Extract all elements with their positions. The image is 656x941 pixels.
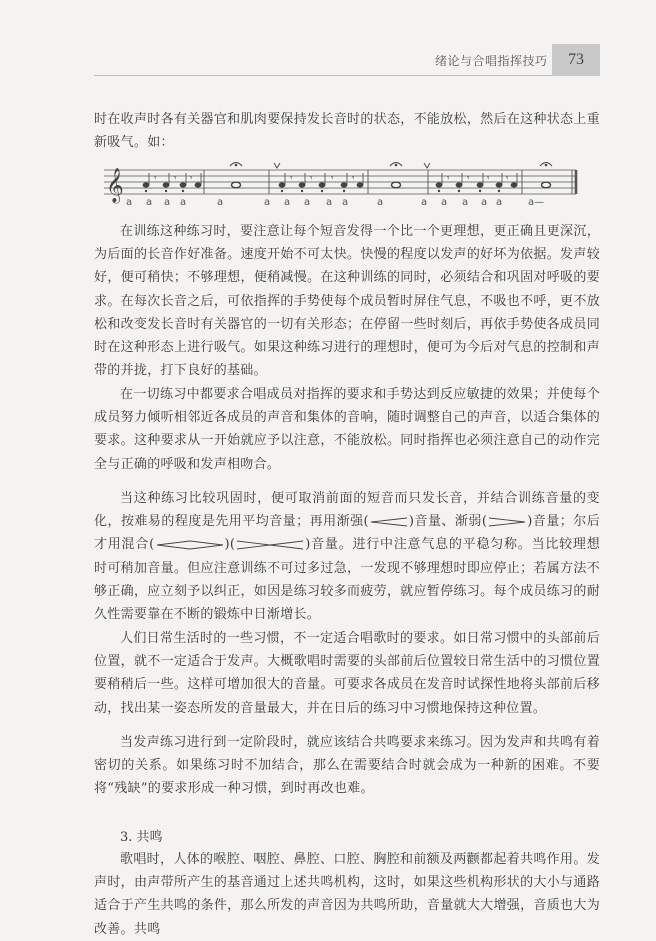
syllable: a — [496, 197, 503, 208]
syllable: a — [126, 197, 133, 208]
paragraph-1: 时在收声时各有关器官和肌肉要保持发长音时的状态，不能放松，然后在这种状态上重新吸气。如： — [94, 112, 600, 151]
syllable: a — [326, 197, 333, 208]
section-title: 3. 共鸣 — [120, 830, 163, 845]
syllable: a — [264, 197, 271, 208]
svg-text:𝄾: 𝄾 — [447, 174, 450, 184]
syllable: a — [180, 197, 187, 208]
svg-text:𝄾: 𝄾 — [352, 174, 355, 184]
paragraph-2: 在训练这种练习时，要注意让每个短音发得一个比一个更理想，更正确且更深沉，为后面的长音作好准备。速度开始不可太快。快慢的程度以发声的好坏为依据。发声较好，便可稍快；不够理想，便稍减慢。在这种训练的同时，必须结合和巩固对呼吸的要求。在每次长音之后，可依指挥的手势使每个成员暂时屏住气息，不吸也不呼，更不放松和改变发长音时有关器官的一切有关形态；在停留一些时刻后，再依手势使各成员同时在这种形态上进行吸气。如果这种练习进行的理想时，便可为今后对气息的控制和声带的并拢，打下良好的基础。 — [94, 224, 600, 379]
header-title: 绪论与合唱指挥技巧 — [435, 54, 548, 68]
syllable: a — [421, 197, 428, 208]
decrescendo-icon — [487, 517, 527, 527]
paragraph-4-part-d: )( — [224, 537, 236, 553]
syllable: a— — [528, 197, 545, 208]
paragraph-4-part-c: )音量；尔后才用混合( — [94, 514, 600, 553]
syllable: a — [164, 197, 171, 208]
svg-text:𝄾: 𝄾 — [190, 174, 193, 184]
svg-text:𝄾: 𝄾 — [154, 174, 157, 184]
paragraph-3: 在一切练习中都要求合唱成员对指挥的要求和手势达到反应敏捷的效果；并使每个成员努力倾听相邻近各成员的声音和集体的音响，随时调整自己的声音，以适合集体的要求。这种要求从一开始就应予以注意，不能放松。同时指挥也必须注意自己的动作完全与正确的呼吸和发声相吻合。 — [94, 387, 600, 472]
crescendo-decrescendo-icon — [155, 540, 225, 550]
syllable: a — [377, 197, 384, 208]
crescendo-icon — [369, 517, 409, 527]
paragraph-5: 人们日常生活时的一些习惯，不一定适合唱歌时的要求。如日常习惯中的头部前后位置，就不一定适合于发声。大概歌唱时需要的头部前后位置较日常生活中的习惯位置要稍稍后一些。这样可增加很大的音量。可要求各成员在发音时试探性地将头部前后移动，找出某一姿态所发的音量最大，并在日后的练习中习惯地保持这种位置。 — [94, 631, 600, 716]
paragraph-7: 歌唱时，人体的喉腔、咽腔、鼻腔、口腔、胸腔和前额及两颧都起着共鸣作用。发声时，由声带所产生的基音通过上述共鸣机构，这时，如果这些机构形状的大小与通路适合于产生共鸣的条件，那么所发的声音因为共鸣所助，音量就大大增强，音质也大为改善。共鸣 — [94, 852, 600, 937]
breath-mark-icons — [274, 163, 430, 168]
page-number: 73 — [552, 44, 600, 76]
header-rule — [94, 75, 552, 76]
syllable: a — [146, 197, 153, 208]
paragraph-6: 当发声练习进行到一定阶段时，就应该结合共鸣要求来练习。因为发声和共鸣有着密切的关系。如果练习时不加结合，那么在需要结合时就会成为一种新的困难。不要将“残缺”的要求形成一种习惯，到时再改也难。 — [94, 735, 600, 797]
svg-text:𝄾: 𝄾 — [290, 174, 293, 184]
syllable: a — [342, 197, 349, 208]
svg-text:𝄾: 𝄾 — [174, 174, 177, 184]
syllable: a — [441, 197, 448, 208]
svg-text:𝄾: 𝄾 — [506, 174, 509, 184]
syllable: a — [217, 197, 224, 208]
svg-text:𝄾: 𝄾 — [467, 174, 470, 184]
paragraph-4 — [94, 487, 600, 626]
syllable: a — [284, 197, 291, 208]
syllable: a — [304, 197, 311, 208]
treble-clef-icon: 𝄞 — [106, 168, 124, 203]
svg-text:𝄾: 𝄾 — [487, 174, 490, 184]
paragraph-4-part-b: )音量、渐弱( — [408, 514, 488, 530]
paragraph-4-part-a: 当这种练习比较巩固时，便可取消前面的短音而只发长音，并结合训练音量的变化，按难易的程度是先用平均音量；再用渐强( — [94, 491, 600, 530]
rests — [154, 174, 509, 184]
svg-text:𝄾: 𝄾 — [310, 174, 313, 184]
svg-text:𝄾: 𝄾 — [331, 174, 334, 184]
syllable: a — [462, 197, 469, 208]
score-syllables — [124, 197, 594, 213]
paragraph-4-part-e: )音量。进行中注意气息的平稳匀称。当比较理想时可稍加音量。但应注意训练不可过多过急，一发现不够理想时即应停止；若属方法不够正确，应立刻予以纠正，如因是练习较多而疲劳，就应暂停练习。每个成员练习的耐久性需要靠在不断的锻炼中日渐增长。 — [94, 537, 601, 623]
decrescendo-crescendo-icon — [235, 540, 305, 550]
syllable: a — [481, 197, 488, 208]
